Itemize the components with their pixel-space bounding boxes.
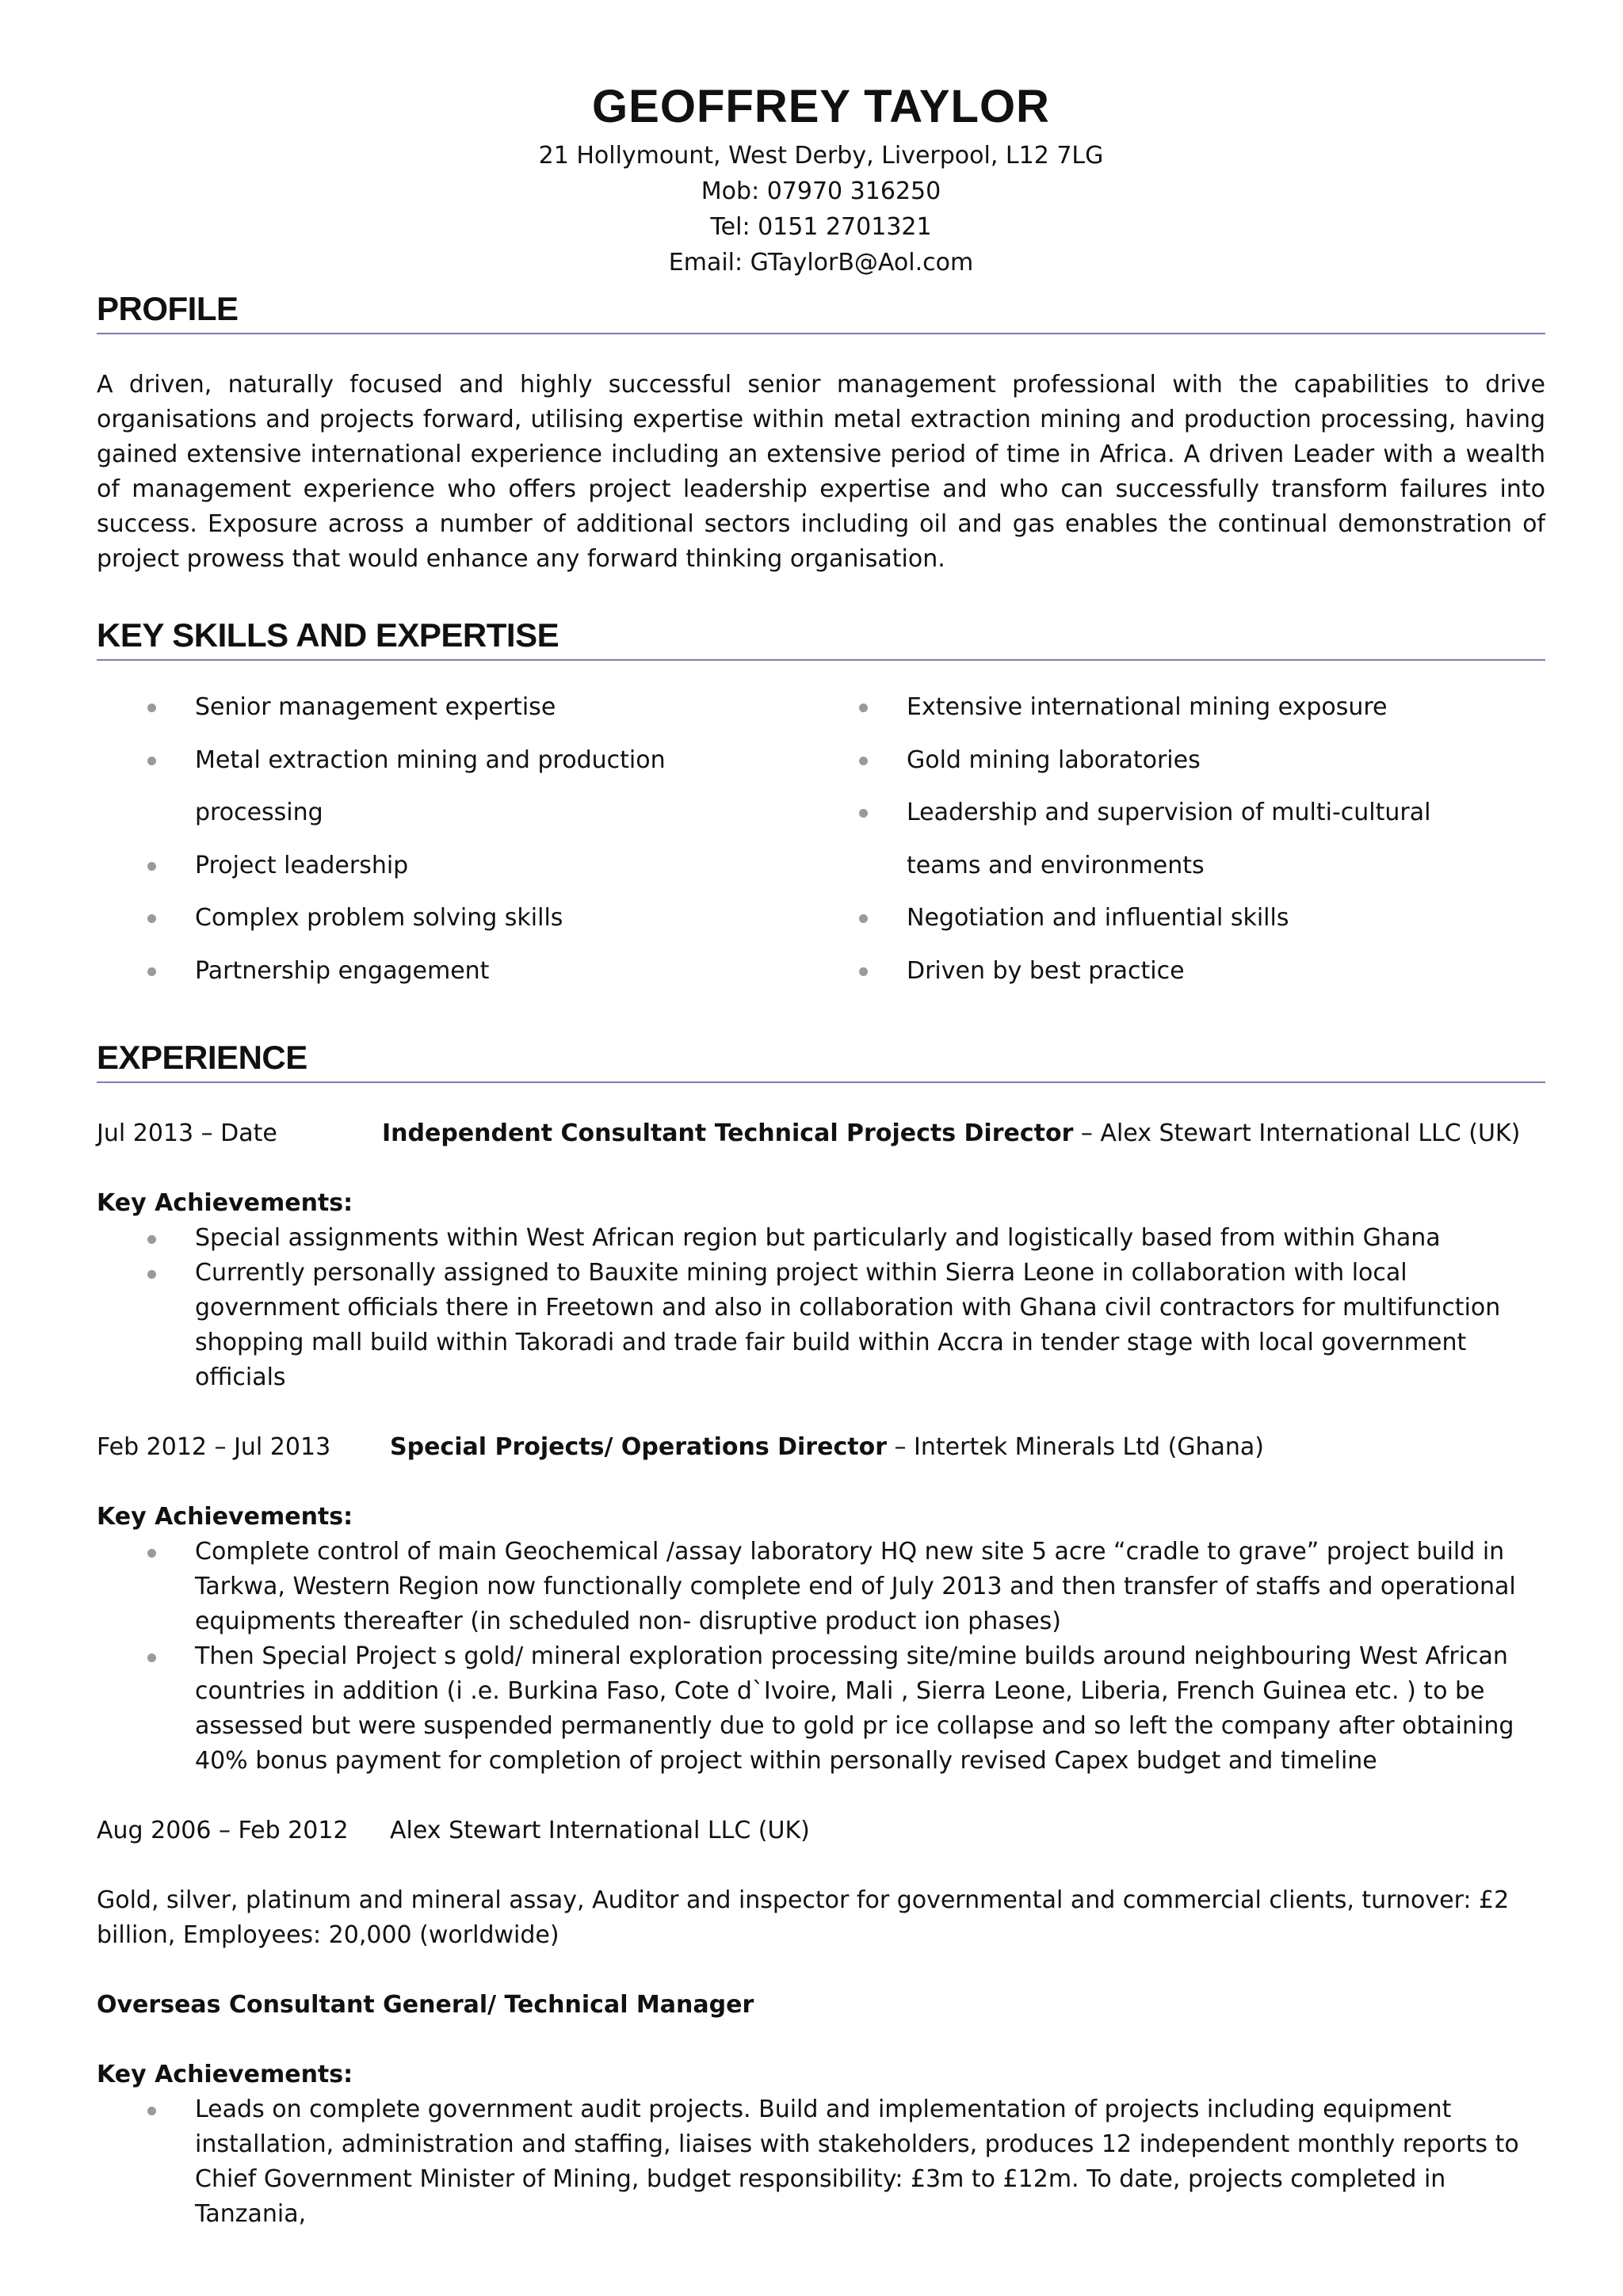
bullet-icon [147,862,156,871]
job-header [97,1430,1545,1465]
bullet-icon [147,1235,156,1244]
skill-item: Partnership engagement [97,945,808,998]
job-company: Alex Stewart International LLC (UK) [390,1817,810,1844]
bullet-icon [147,914,156,923]
profile-text: A driven, naturally focused and highly successful senior management professional with the capabilities to drive organisations and projects forward, utilising expertise within metal extraction mining and production processing, having gained extensive international experience including an extensive period of time in Africa. A driven Leader with a wealth of management experience who offers project leadership expertise and who can successfully transform failures into success. Exposure across a number of additional sectors including oil and gas enables the continual demonstration of project prowess that would enhance any forward thinking organisation. [97,371,1545,573]
job-company: – Alex Stewart International LLC (UK) [1073,1119,1521,1147]
bullet-icon [147,757,156,765]
skills-grid [97,681,1545,997]
achievement-item: Then Special Project s gold/ mineral exploration processing site/mine builds around neighbouring West African countries in addition (i .e. Burkina Faso, Cote d`Ivoire, Mali , Sierra Leone, Liberia, French Guinea etc. ) to be assessed but were suspended permanently due to gold pr ice collapse and so left the company after obtaining 40% bonus payment for completion of project within personally revised Capex budget and timeline [97,1639,1545,1779]
skills-column-left [97,681,808,997]
skill-item: Complex problem solving skills [97,892,808,945]
skills-heading: KEY SKILLS AND EXPERTISE [97,615,1545,661]
bullet-icon [859,809,868,818]
job-dates: Jul 2013 – Date [97,1119,277,1147]
achievement-item: Currently personally assigned to Bauxite mining project within Sierra Leone in collaboration with local government officials there in Freetown and also in collaboration with Ghana civil contractors for multifunction shopping mall build within Takoradi and trade fair build within Accra in tender stage with local government officials [97,1256,1545,1395]
skill-item: Driven by best practice [808,945,1520,998]
achievements-label: Key Achievements: [97,2061,353,2088]
bullet-icon [147,967,156,976]
job-header [97,1116,1545,1151]
email-address: Email: GTaylorB@Aol.com [668,249,974,277]
skill-item: Project leadership [97,840,808,893]
bullet-icon [147,1270,156,1279]
achievement-item: Complete control of main Geochemical /assay laboratory HQ new site 5 acre “cradle to grave” project build in Tarkwa, Western Region now functionally complete end of July 2013 and then transfer of staffs and operational equipments thereafter (in scheduled non- disruptive product ion phases) [97,1535,1545,1639]
address: 21 Hollymount, West Derby, Liverpool, L12 7LG [538,142,1104,170]
skill-item: Leadership and supervision of multi-cultural teams and environments [808,787,1520,892]
skill-item: Metal extraction mining and production processing [97,734,808,840]
bullet-icon [147,704,156,712]
profile-heading: PROFILE [97,288,1545,334]
bullet-icon [859,914,868,923]
job-dates: Feb 2012 – Jul 2013 [97,1433,331,1461]
bullet-icon [147,1549,156,1558]
job-title: Special Projects/ Operations Director [390,1433,887,1461]
resume-page [97,0,1545,2232]
skill-item: Gold mining laboratories [808,734,1520,788]
job-company: – Intertek Minerals Ltd (Ghana) [886,1433,1265,1461]
candidate-name: GEOFFREY TAYLOR [592,81,1050,132]
achievements-list [97,2092,1545,2232]
achievements-list [97,1535,1545,1779]
bullet-icon [859,704,868,712]
achievements-list [97,1221,1545,1395]
experience-heading: EXPERIENCE [97,1037,1545,1083]
achievements-label: Key Achievements: [97,1189,353,1217]
company-description: Gold, silver, platinum and mineral assay, Auditor and inspector for governmental and commercial clients, turnover: £2 billion, Employees: 20,000 (worldwide) [97,1886,1510,1949]
job-header [97,1814,1545,1848]
skill-item: Negotiation and influential skills [808,892,1520,945]
job-title: Overseas Consultant General/ Technical Manager [97,1991,754,2019]
bullet-icon [859,967,868,976]
job-role [382,1116,1520,1151]
job-role [390,1430,1264,1465]
skill-item: Senior management expertise [97,681,808,734]
bullet-icon [147,1653,156,1662]
resume-header [97,0,1545,280]
achievement-item: Leads on complete government audit projects. Build and implementation of projects including equipment installation, administration and staffing, liaises with stakeholders, produces 12 independent monthly reports to Chief Government Minister of Mining, budget responsibility: £3m to £12m. To date, projects completed in Tanzania, [97,2092,1545,2232]
mobile-number: Mob: 07970 316250 [701,177,941,205]
job-dates: Aug 2006 – Feb 2012 [97,1817,349,1844]
skills-column-right [808,681,1520,997]
telephone-number: Tel: 0151 2701321 [710,213,932,241]
achievement-item: Special assignments within West African region but particularly and logistically based from within Ghana [97,1221,1545,1256]
job-title: Independent Consultant Technical Projects Director [382,1119,1074,1147]
bullet-icon [859,757,868,765]
achievements-label: Key Achievements: [97,1503,353,1531]
skill-item: Extensive international mining exposure [808,681,1520,734]
bullet-icon [147,2107,156,2115]
